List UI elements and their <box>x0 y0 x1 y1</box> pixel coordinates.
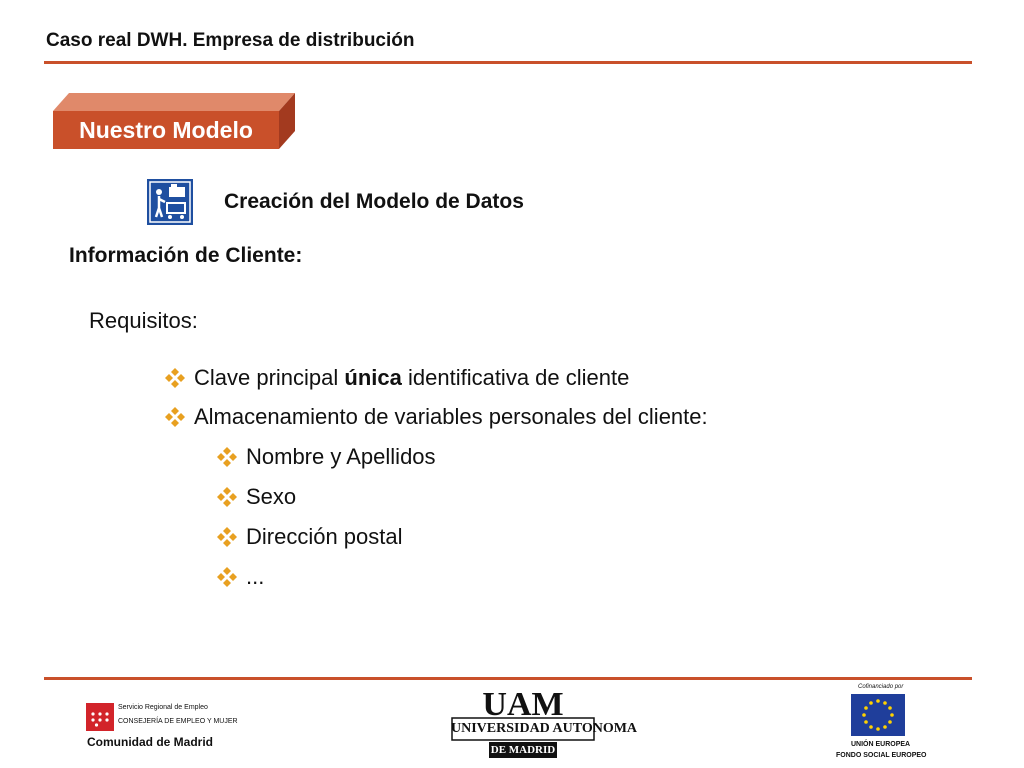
requirements-label: Requisitos: <box>89 308 198 333</box>
diamond-bullet-icon <box>216 566 238 588</box>
model-subtitle: Creación del Modelo de Datos <box>224 190 524 213</box>
requirement-item-1-after: identificativa de cliente <box>401 365 630 390</box>
eu-flag-icon <box>851 694 905 736</box>
eu-caption: Cofinanciado por <box>858 684 904 690</box>
uam-city: DE MADRID <box>490 744 556 756</box>
requirement-item-1-bold: única <box>344 365 402 390</box>
diamond-bullet-icon <box>164 367 186 389</box>
slide-title: Caso real DWH. Empresa de distribución <box>46 30 415 51</box>
uam-university-name: UNIVERSIDAD AUTONOMA <box>451 721 638 736</box>
subitem-ellipsis <box>216 564 264 590</box>
subitem-label: ... <box>246 564 265 589</box>
cm-name: Comunidad de Madrid <box>87 735 213 749</box>
svg-text:UAM: UAM <box>482 686 564 723</box>
subitem-label: Sexo <box>246 484 297 509</box>
diamond-bullet-icon <box>216 526 238 548</box>
footer-rule <box>44 677 972 680</box>
eu-union-name: UNIÓN EUROPEA <box>851 741 911 748</box>
subitem-nombre <box>216 444 436 470</box>
cm-department: CONSEJERÍA DE EMPLEO Y MUJER <box>118 718 238 725</box>
section-badge-label: Nuestro Modelo <box>79 117 253 143</box>
comunidad-madrid-flag-icon <box>86 703 114 731</box>
requirement-item-2-label: Almacenamiento de variables personales del cliente: <box>194 404 708 429</box>
eu-fund-name: FONDO SOCIAL EUROPEO <box>836 752 927 759</box>
subitem-direccion <box>216 524 403 550</box>
star-cluster-icon <box>86 703 114 731</box>
info-heading: Información de Cliente: <box>69 244 303 267</box>
shopping-cart-icon <box>147 179 193 225</box>
subitem-label: Nombre y Apellidos <box>246 444 436 469</box>
subitem-label: Dirección postal <box>246 524 403 549</box>
subitem-sexo <box>216 484 296 510</box>
diamond-bullet-icon <box>164 406 186 428</box>
requirement-item-1-before: Clave principal <box>194 365 345 390</box>
requirement-item-1 <box>164 365 629 391</box>
cm-service-name: Servicio Regional de Empleo <box>118 704 208 711</box>
header-rule <box>44 61 972 64</box>
diamond-bullet-icon <box>216 486 238 508</box>
diamond-bullet-icon <box>216 446 238 468</box>
requirement-item-2 <box>164 404 708 430</box>
